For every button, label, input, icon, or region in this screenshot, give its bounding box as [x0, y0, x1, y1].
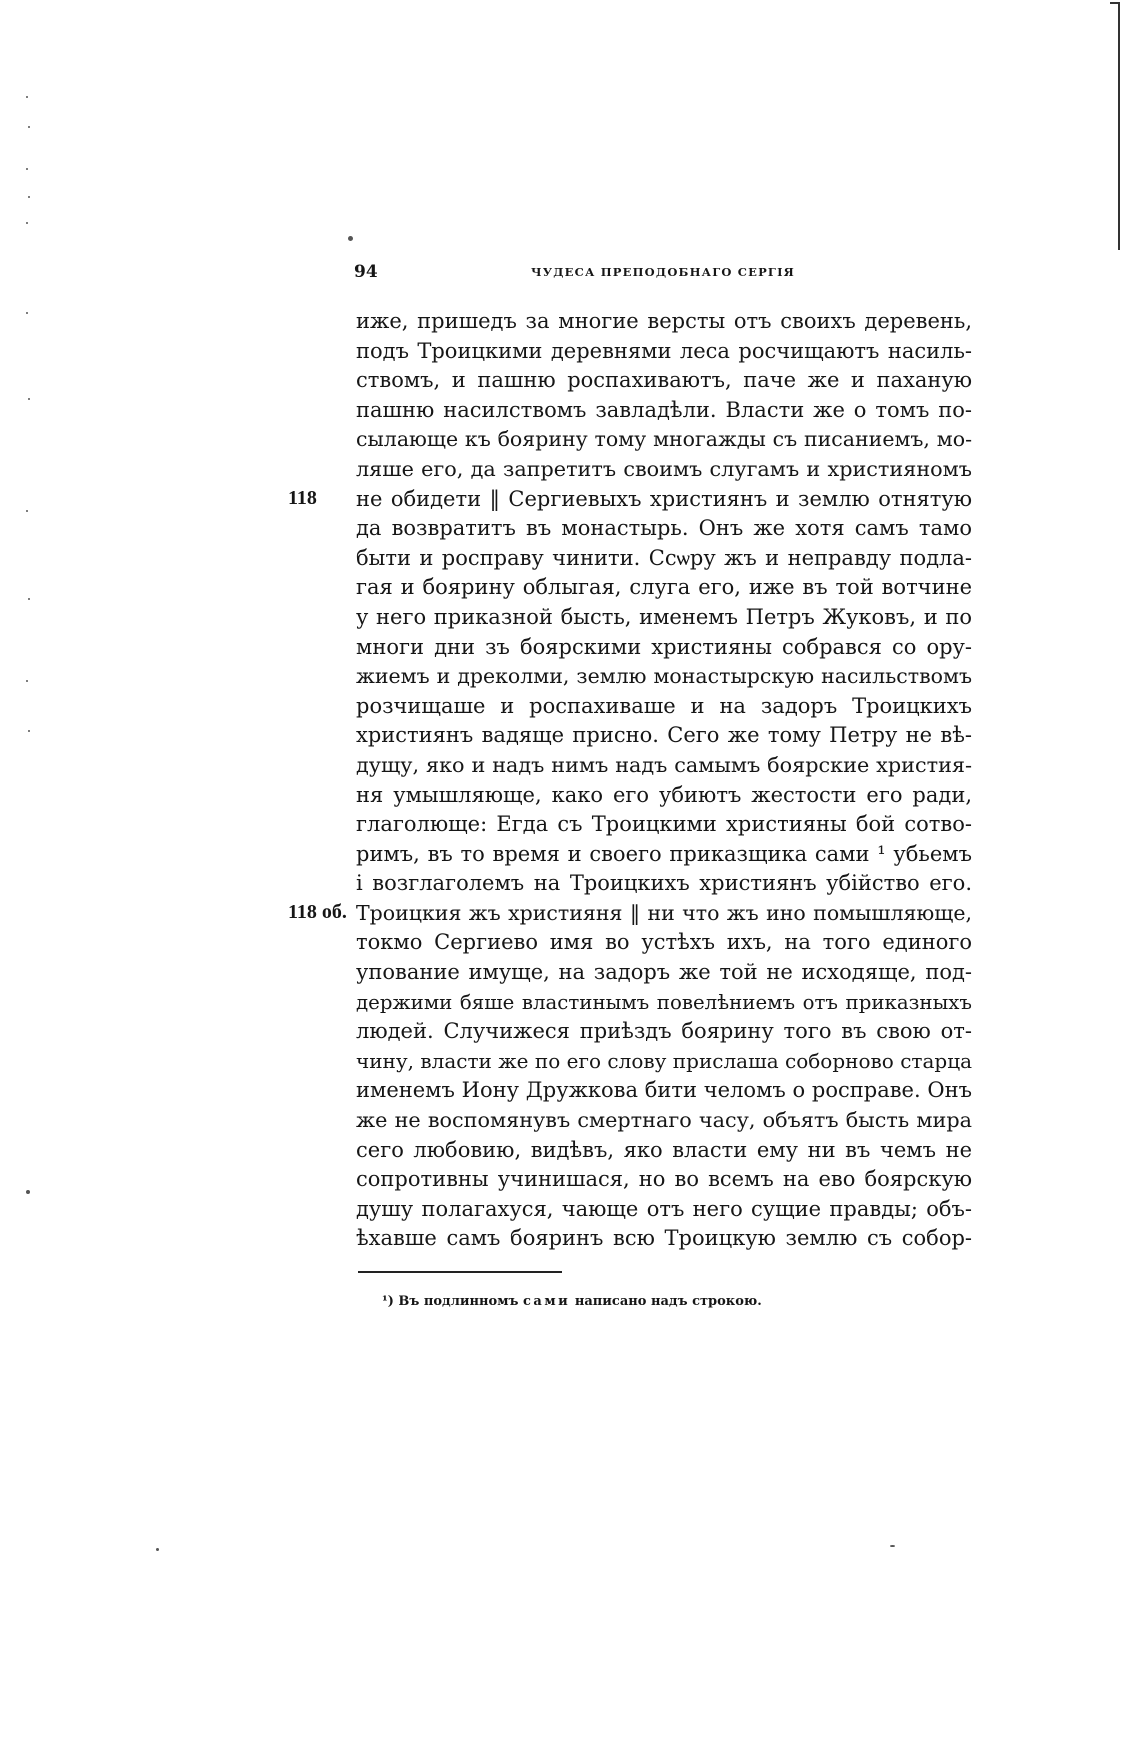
- scan-dot: [890, 1545, 895, 1547]
- text-line: ляше его, да запретитъ своимъ слугамъ и християномъ: [356, 456, 972, 481]
- scan-dot: [26, 312, 28, 314]
- text-line: да возвратитъ въ монастырь. Онъ же хотя самъ тамо: [356, 516, 972, 541]
- text-line: сего любовию, видѣвъ, яко власти ему ни въ чемъ не: [356, 1137, 972, 1162]
- text-line: римъ, въ то время и своего приказщика сами ¹ убьемъ: [356, 841, 972, 866]
- footnote-rest: написано надъ строкою.: [574, 1294, 762, 1309]
- text-line: многи дни зъ боярскими християны собрався со ору-: [356, 634, 972, 659]
- text-line: сылающе къ боярину тому многажды съ писаниемъ, мо-: [356, 427, 972, 452]
- main-text: [356, 307, 972, 1254]
- footnote-marker: ¹) Въ подлинномъ: [382, 1294, 519, 1309]
- text-line: душу полагахуся, чающе отъ него сущие правды; объ-: [356, 1196, 972, 1221]
- scan-dot: [28, 196, 30, 198]
- text-line: быти и росправу чинити. Ссѡру жъ и неправду подла-: [356, 545, 972, 570]
- text-line: токмо Сергиево имя во устѣхъ ихъ, на того единого: [356, 930, 972, 955]
- text-line: держими бяше властинымъ повелѣниемъ отъ приказныхъ: [356, 990, 972, 1014]
- text-line: именемъ Иону Дружкова бити челомъ о росправе. Онъ: [356, 1078, 972, 1103]
- text-line: глаголюще: Егда съ Троицкими християны бой сотво-: [356, 812, 972, 837]
- scan-dot: [26, 222, 28, 224]
- text-line: сопротивны учинишася, но во всемъ на ево боярскую: [356, 1167, 972, 1192]
- text-line: людей. Случижеся приѣздъ боярину того въ свою от-: [356, 1019, 972, 1044]
- text-line: дущу, яко и надъ нимъ надъ самымъ боярские христия-: [356, 752, 972, 777]
- text-line: у него приказной бысть, именемъ Петръ Жуковъ, и по: [356, 604, 972, 629]
- margin-folio-118: 118: [288, 487, 317, 509]
- text-line: же не воспомянувъ смертнаго часу, объятъ бысть мира: [356, 1108, 972, 1133]
- page-header: [354, 262, 972, 286]
- footnote-emphasis: сами: [523, 1294, 571, 1309]
- text-line: і возглаголемъ на Троицкихъ християнъ убійство его.: [356, 871, 972, 896]
- text-line: Троицкия жъ християня ‖ ни что жъ ино помышляюще,: [356, 900, 972, 925]
- scan-edge-line: [1118, 2, 1120, 250]
- scan-dot: [28, 598, 30, 600]
- scan-dot: [28, 730, 30, 732]
- text-line: ѣхавше самъ бояринъ всю Троицкую землю съ собор-: [356, 1226, 972, 1251]
- scan-dot: [26, 1190, 30, 1194]
- text-line: чину, власти же по его слову прислаша соборново старца: [356, 1048, 972, 1073]
- scan-dot: [348, 236, 353, 241]
- scan-dot: [28, 398, 30, 400]
- footnote: [382, 1294, 762, 1309]
- running-title: ЧУДЕСА ПРЕПОДОБНАГО СЕРГІЯ: [531, 265, 795, 279]
- text-line: иже, пришедъ за многие версты отъ своихъ деревень,: [356, 309, 972, 333]
- scan-dot: [26, 680, 28, 682]
- scan-dot: [26, 510, 28, 512]
- margin-folio-118-ob: 118 об.: [288, 901, 347, 923]
- footnote-rule: [358, 1271, 562, 1273]
- scan-dot: [26, 96, 28, 98]
- text-line: подъ Троицкими деревнями леса росчищаютъ насиль-: [356, 338, 972, 363]
- text-line: ня умышляюще, како его убиютъ жестости его ради,: [356, 782, 972, 807]
- text-line: розчищаше и роспахиваше и на задоръ Троицкихъ: [356, 693, 972, 718]
- scan-dot: [26, 168, 28, 170]
- page-number: 94: [354, 262, 378, 282]
- text-line: пашню насилствомъ завладѣли. Власти же о томъ по-: [356, 397, 972, 422]
- scan-dot: [28, 126, 30, 128]
- scan-dot: [156, 1548, 159, 1551]
- text-line: упование имуще, на задоръ же той не исходяще, под-: [356, 960, 972, 985]
- text-line: гая и боярину облыгая, слуга его, иже въ той вотчине: [356, 575, 972, 600]
- text-line: християнъ вадяще присно. Сего же тому Петру не вѣ-: [356, 723, 972, 748]
- text-line: жиемъ и дреколми, землю монастырскую насильствомъ: [356, 664, 972, 689]
- text-line: не обидети ‖ Сергиевыхъ християнъ и землю отнятую: [356, 486, 972, 511]
- text-line: ствомъ, и пашню роспахиваютъ, паче же и паханую: [356, 368, 972, 393]
